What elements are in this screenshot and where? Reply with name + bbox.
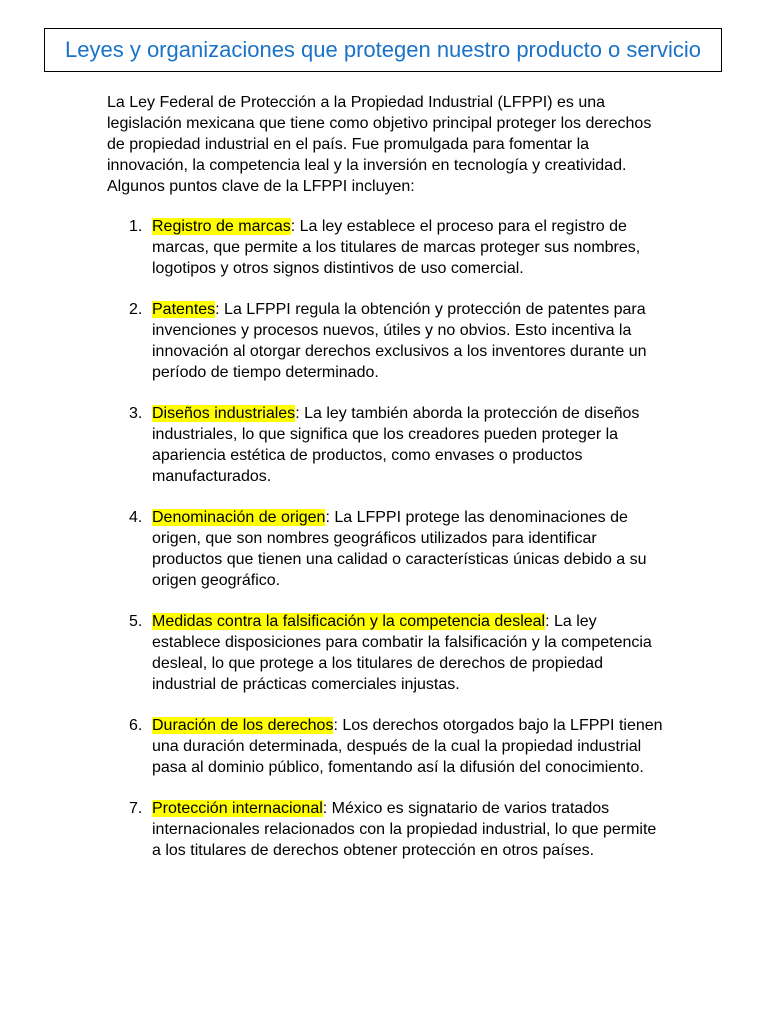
list-item-text: : Los derechos otorgados bajo la LFPPI tienen una duración determinada, después de la cual la propiedad industrial pasa al dominio público, fomentando así la difusión del conocimiento. bbox=[152, 717, 663, 776]
highlighted-term: Diseños industriales bbox=[152, 405, 296, 422]
list-item bbox=[107, 299, 667, 383]
page-title: Leyes y organizaciones que protegen nuestro producto o servicio bbox=[65, 37, 701, 62]
highlighted-term: Patentes bbox=[152, 301, 216, 318]
list-item-number: 5. bbox=[129, 613, 143, 630]
list-item-number: 1. bbox=[129, 218, 143, 235]
list-item-number: 6. bbox=[129, 717, 143, 734]
highlighted-term: Duración de los derechos bbox=[152, 717, 334, 734]
intro-paragraph: La Ley Federal de Protección a la Propiedad Industrial (LFPPI) es una legislación mexicana que tiene como objetivo principal proteger los derechos de propiedad industrial en el país. Fue promulgada para fomentar la innovación, la competencia leal y la inversión en tecnología y creatividad. Algunos puntos clave de la LFPPI incluyen: bbox=[107, 94, 652, 195]
list-item-text: : La ley establece disposiciones para combatir la falsificación y la competencia desleal, lo que protege a los titulares de derechos de propiedad industrial de prácticas comerciales injustas. bbox=[152, 613, 652, 693]
list-item-number: 4. bbox=[129, 509, 143, 526]
list-item-text: : México es signatario de varios tratados internacionales relacionados con la propiedad industrial, lo que permite a los titulares de derechos obtener protección en otros países. bbox=[152, 800, 657, 859]
list-item bbox=[107, 611, 667, 695]
highlighted-term: Registro de marcas bbox=[152, 218, 291, 235]
list-item bbox=[107, 715, 667, 778]
list-item bbox=[107, 403, 667, 487]
list-item-text: : La ley establece el proceso para el registro de marcas, que permite a los titulares de marcas proteger sus nombres, logotipos y otros signos distintivos de uso comercial. bbox=[152, 218, 641, 277]
list-item-text: : La LFPPI protege las denominaciones de origen, que son nombres geográficos utilizados para identificar productos que tienen una calidad o características únicas debido a su origen geográfico. bbox=[152, 509, 647, 589]
list-item-number: 2. bbox=[129, 301, 143, 318]
highlighted-term: Denominación de origen bbox=[152, 509, 326, 526]
list-item-text: : La ley también aborda la protección de diseños industriales, lo que significa que los creadores pueden proteger la apariencia estética de productos, como envases o productos manufacturados. bbox=[152, 405, 640, 485]
list-item bbox=[107, 507, 667, 591]
list-item bbox=[107, 216, 667, 279]
key-points-list bbox=[107, 216, 667, 881]
list-item-number: 7. bbox=[129, 800, 143, 817]
highlighted-term: Protección internacional bbox=[152, 800, 323, 817]
list-item bbox=[107, 798, 667, 861]
list-item-number: 3. bbox=[129, 405, 143, 422]
title-box bbox=[44, 28, 722, 72]
highlighted-term: Medidas contra la falsificación y la competencia desleal bbox=[152, 613, 546, 630]
list-item-text: : La LFPPI regula la obtención y protección de patentes para invenciones y procesos nuevos, útiles y no obvios. Esto incentiva la innovación al otorgar derechos exclusivos a los inventores durante un período de tiempo determinado. bbox=[152, 301, 647, 381]
